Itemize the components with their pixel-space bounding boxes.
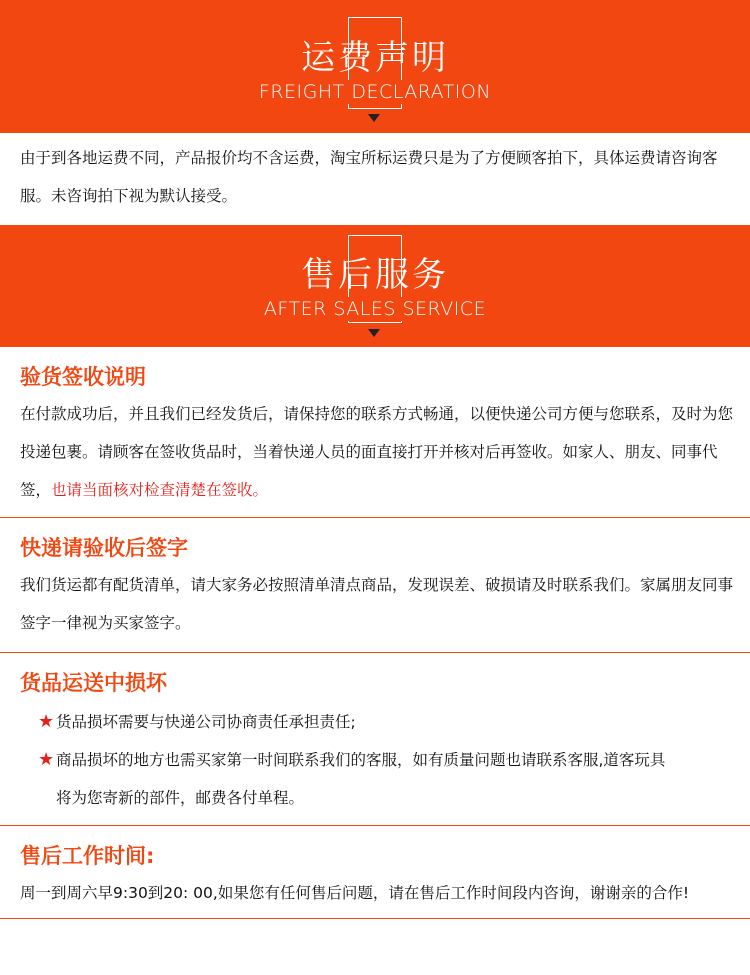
after-sales-title-en: AFTER SALES SERVICE	[259, 297, 491, 321]
down-triangle-icon	[368, 329, 380, 337]
courier-heading: 快递请验收后签字	[20, 536, 188, 560]
freight-title-en: FREIGHT DECLARATION	[254, 80, 496, 104]
after-sales-banner	[0, 225, 750, 347]
star-icon: ★	[38, 711, 55, 732]
damage-item-text: 货品损坏需要与快递公司协商责任承担责任;	[56, 713, 356, 731]
hours-heading: 售后工作时间:	[20, 844, 155, 868]
damage-heading: 货品运送中损坏	[20, 671, 167, 695]
hours-text: 周一到周六早9:30到20: 00,如果您有任何售后问题，请在售后工作时间段内咨询，谢谢亲的合作!	[20, 884, 690, 902]
courier-text: 我们货运都有配货清单，请大家务必按照清单清点商品，发现误差、破损请及时联系我们。家属朋友同事签字一律视为买家签字。	[20, 576, 734, 632]
damage-item	[0, 741, 750, 779]
damage-item	[0, 703, 750, 741]
after-sales-title-cn: 售后服务	[301, 255, 449, 295]
freight-banner	[0, 0, 750, 133]
freight-title-cn: 运费声明	[301, 38, 449, 78]
inspection-highlight: 也请当面核对检查清楚在签收。	[51, 481, 269, 499]
damage-item-text: 商品损坏的地方也需买家第一时间联系我们的客服，如有质量问题也请联系客服,道客玩具	[56, 751, 666, 769]
courier-section	[0, 518, 750, 642]
damage-section	[0, 653, 750, 817]
inspection-text: 在付款成功后，并且我们已经发货后，请保持您的联系方式畅通，以便快递公司方便与您联系，及时为您投递包裹。请顾客在签收货品时，当着快递人员的面直接打开并核对后再签收。如家人、朋友、同事代签，	[20, 405, 734, 499]
damage-continuation: 将为您寄新的部件，邮费各付单程。	[56, 789, 305, 807]
hours-section	[0, 826, 750, 912]
inspection-body	[0, 393, 750, 509]
down-triangle-icon	[368, 114, 380, 122]
inspection-heading: 验货签收说明	[20, 365, 146, 389]
star-icon: ★	[38, 749, 55, 770]
inspection-section	[0, 347, 750, 509]
section-divider	[0, 918, 750, 919]
freight-text: 由于到各地运费不同，产品报价均不含运费，淘宝所标运费只是为了方便顾客拍下，具体运费请咨询客服。未咨询拍下视为默认接受。	[20, 149, 718, 205]
